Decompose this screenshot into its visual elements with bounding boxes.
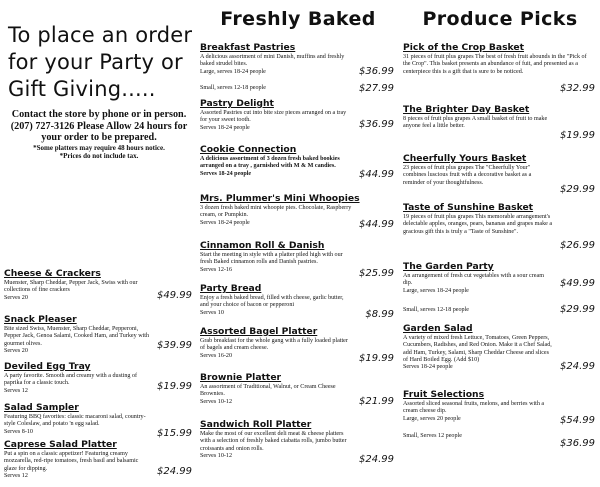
item-desc: 31 pieces of fruit plus grapes The best of fresh fruit abounds in the "Pick of the Crop". This basket presents an abundance of fuit, and presented as a centerpiece this is a gift that is sure to be noticed. [403, 54, 587, 75]
item-price: $24.99 [560, 361, 595, 372]
item-desc: A delicious assortment of mini Danish, muffins and freshly baked strudel bites. [200, 54, 345, 68]
menu-item-garden-salad [403, 323, 597, 371]
item-size: Serves 10-12 [200, 398, 232, 405]
item-title: Cookie Connection [200, 144, 297, 155]
item-size-small: Small, serves 12-18 people [200, 84, 267, 91]
section-heading-produce-picks: Produce Picks [422, 8, 578, 30]
item-desc: An assortment of Traditional, Walnut, or Cream Cheese Brownies. [200, 384, 336, 398]
item-desc: 19 pieces of fruit plus grapes This memorable arrangement's delectable apples, oranges, pears, bananas and grapes make a gracious gift this is truly a "Taste of Sunshine". [403, 214, 553, 235]
item-title: Caprese Salad Platter [4, 439, 117, 450]
item-desc: Enjoy a fresh baked bread, filled with cheese, garlic butter, and your choice of bacon or pepperoni [200, 295, 344, 309]
item-title: Snack Pleaser [4, 314, 77, 325]
item-price: $25.99 [359, 268, 394, 279]
menu-item-cinnamon-roll-danish [200, 240, 396, 279]
item-price: $21.99 [359, 396, 394, 407]
item-size: Serves 10-12 [200, 452, 232, 459]
item-title: Cheese & Crackers [4, 268, 101, 279]
item-size: Serves 18-24 people [200, 170, 252, 177]
item-size: Serves 18-24 people [200, 219, 250, 226]
item-title: The Garden Party [403, 261, 494, 272]
order-intro: To place an order for your Party or Gift Giving..... [8, 23, 193, 101]
menu-item-brighter-day [403, 104, 597, 141]
item-title: Party Bread [200, 283, 262, 294]
menu-item-salad-sampler [4, 402, 194, 439]
menu-item-snack-pleaser [4, 314, 194, 355]
item-title: Fruit Selections [403, 389, 485, 400]
menu-item-pick-of-the-crop [403, 42, 597, 94]
item-desc: 23 pieces of fruit plus grapes The "Cheerfully Your" combines luscious fruit with a decorative basket as a reminder of your thoughtfulness. [403, 165, 532, 186]
item-desc: Assorted sliced seasonal fruits, melons, and berries with a cream cheese dip. [403, 401, 545, 415]
right-column [403, 0, 597, 487]
item-price: $19.99 [359, 353, 394, 364]
item-price: $15.99 [157, 428, 192, 439]
item-size: Serves 10 [200, 309, 224, 316]
item-price-small: $29.99 [560, 304, 595, 315]
note-tax: *Prices do not include tax. [59, 151, 139, 160]
middle-column [200, 0, 396, 487]
item-size: Large, serves 20 people [403, 415, 461, 422]
item-size: Serves 20 [4, 347, 28, 354]
item-price-small: $36.99 [560, 438, 595, 449]
menu-item-taste-of-sunshine [403, 202, 597, 251]
item-desc: Put a spin on a classic appetizer! Featuring creamy mozzarella, red-ripe tomatoes, fresh basil and balsamic glaze for dipping. [4, 451, 139, 472]
item-size: Serves 20 [4, 294, 28, 301]
item-size: Serves 12 [4, 472, 28, 479]
item-desc: A delicious assortment of 3 dozen fresh baked bookies arranged on a tray , garnished with M & M candies. [200, 156, 340, 170]
menu-item-cookie-connection [200, 144, 396, 178]
menu-item-fruit-selections [403, 389, 597, 449]
item-desc: 8 pieces of fruit plus grapes A small basket of fruit to make anyone feel a little better. [403, 116, 548, 130]
item-desc: Featuring BBQ favorites: classic macaroni salad, country-style Coleslaw, and potato 'n egg salad. [4, 414, 146, 428]
menu-item-garden-party [403, 261, 597, 314]
menu-item-mini-whoopies [200, 193, 396, 230]
item-price: $39.99 [157, 340, 192, 351]
item-desc: Start the meeting in style with a platter piled high with our fresh Baked cinnamon rolls and Danish pastries. [200, 252, 343, 266]
item-title: Taste of Sunshine Basket [403, 202, 534, 213]
item-size: Large, serves 18-24 people [403, 287, 469, 294]
item-price: $26.99 [560, 240, 595, 251]
item-title: Deviled Egg Tray [4, 361, 91, 372]
menu-item-deviled-egg-tray [4, 361, 194, 395]
menu-item-cheerfully-yours [403, 153, 597, 195]
section-heading-freshly-baked: Freshly Baked [220, 8, 376, 30]
item-desc: Grab breakfast for the whole gang with a fully loaded platter of bagels and cream cheese. [200, 338, 348, 352]
item-price: $19.99 [157, 381, 192, 392]
item-size: Large, serves 18-24 people [200, 68, 266, 75]
item-size: Serves 8-10 [4, 428, 33, 435]
menu-item-breakfast-pastries [200, 42, 396, 92]
item-desc: Bite sized Swiss, Muenster, Sharp Cheddar, Pepperoni, Pepper Jack, Genoa Salami, Cooked Ham, and Turkey with gourmet olives. [4, 326, 150, 347]
item-price: $8.99 [365, 309, 394, 320]
item-title: Sandwich Roll Platter [200, 419, 312, 430]
item-price: $19.99 [560, 130, 595, 141]
item-size: Serves 18-24 people [200, 124, 250, 131]
note-48-hours: *Some platters may require 48 hours notice. [33, 143, 165, 152]
item-price-small: $27.99 [359, 83, 394, 94]
menu-item-pastry-delight [200, 98, 396, 132]
menu-item-brownie-platter [200, 372, 396, 406]
item-title: Salad Sampler [4, 402, 79, 413]
item-size: Serves 16-20 [200, 352, 232, 359]
menu-item-sandwich-roll-platter [200, 419, 396, 465]
item-desc: 3 dozen fresh baked mini whoopie pies. Chocolate, Raspberry cream, or Pumpkin. [200, 205, 352, 219]
item-title: Assorted Bagel Platter [200, 326, 318, 337]
item-title: Cinnamon Roll & Danish [200, 240, 325, 251]
item-price: $49.99 [560, 278, 595, 289]
item-price: $49.99 [157, 290, 192, 301]
item-price: $29.99 [560, 184, 595, 195]
left-column [4, 0, 194, 487]
item-price: $54.99 [560, 415, 595, 426]
item-desc: An arrangement of fresh cut vegetables with a sour cream dip. [403, 273, 544, 287]
item-title: Garden Salad [403, 323, 473, 334]
item-title: The Brighter Day Basket [403, 104, 530, 115]
menu-item-caprese-salad-platter [4, 439, 194, 480]
item-title: Pastry Delight [200, 98, 274, 109]
item-title: Cheerfully Yours Basket [403, 153, 527, 164]
item-price: $32.99 [560, 83, 595, 94]
item-price: $24.99 [157, 466, 192, 477]
item-price: $36.99 [359, 119, 394, 130]
item-title: Pick of the Crop Basket [403, 42, 525, 53]
item-desc: A party favorite. Smooth and creamy with a dusting of paprika for a classic touch. [4, 373, 138, 387]
item-title: Breakfast Pastries [200, 42, 296, 53]
item-size: Serves 18-24 people [403, 364, 453, 371]
item-size: Serves 12 [4, 387, 28, 394]
item-title: Mrs. Plummer's Mini Whoopies [200, 193, 360, 204]
item-desc: Make the most of our excellent deli meat & cheese platters with a selection of freshly baked ciabatta rolls, jumbo butter croissants and onion rolls. [200, 431, 347, 452]
menu-item-assorted-bagel-platter [200, 326, 396, 364]
item-desc: Assorted Pastries cut into bite size pieces arranged on a tray for your sweet tooth. [200, 110, 347, 124]
item-price: $36.99 [359, 66, 394, 77]
item-size-small: Small, serves 12-18 people [403, 306, 470, 313]
menu-item-cheese-crackers [4, 268, 194, 302]
item-desc: Muenster, Sharp Cheddar, Pepper Jack, Swiss with our collections of fine crackers [4, 280, 138, 294]
contact-info: Contact the store by phone or in person. (207) 727-3126 Please Allow 24 hours for your order to be prepared. [10, 109, 188, 143]
item-price: $44.99 [359, 169, 394, 180]
item-title: Brownie Platter [200, 372, 282, 383]
item-price: $24.99 [359, 454, 394, 465]
item-size: Serves 12-16 [200, 266, 232, 273]
item-size-small: Small, Serves 12 people [403, 432, 462, 439]
item-price: $44.99 [359, 219, 394, 230]
item-desc: A variety of mixed fresh Lettuce, Tomatoes, Green Peppers, Cucumbers, Radishes, and Red Onion. Make it a Chef Salad, add Ham, Turkey, Salami, Sharp Cheddar Cheese and slices of Hard Boiled Egg. (Add $10) [403, 335, 552, 363]
menu-item-party-bread [200, 283, 396, 320]
